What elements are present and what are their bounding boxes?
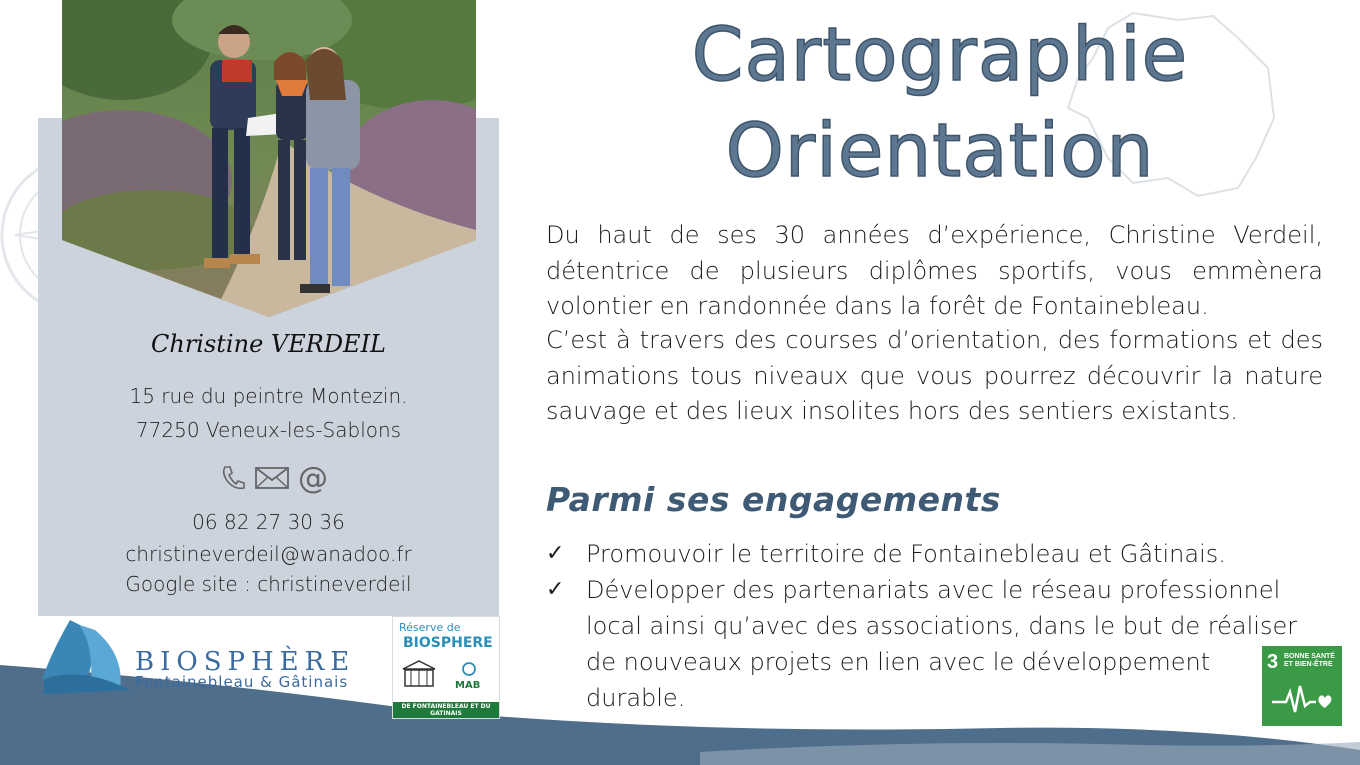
check-icon: ✓: [546, 541, 565, 566]
address-line-1: 15 rue du peintre Montezin.: [129, 384, 408, 408]
description-paragraph-2: C’est à travers des courses d’orientation, des formations et des animations tous niveaux que vous pourrez découvrir la nature sauvage et des lieux insolites hors des sentiers existants.: [546, 326, 1323, 425]
at-icon: [296, 461, 330, 495]
sdg-label: BONNE SANTÉ ET BIEN-ÊTRE: [1284, 653, 1335, 668]
contact-name: Christine VERDEIL: [151, 330, 386, 358]
mab-footer-bar: [393, 702, 499, 718]
hikers-photo: [62, 0, 476, 317]
mab-reserve-text: Réserve de: [399, 621, 461, 634]
mab-emblem-icon: [451, 661, 487, 691]
biosphere-logo-word: BIOSPHÈRE: [135, 647, 356, 677]
svg-text:@: @: [298, 461, 328, 495]
phone-number: 06 82 27 30 36: [192, 510, 345, 534]
phone-icon: [218, 463, 248, 493]
description-paragraph-1: Du haut de ses 30 années d’expérience, Christine Verdeil, détentrice de plusieurs diplômes sportifs, vous emmènera volontier en randonnée dans la forêt de Fontainebleau.: [546, 221, 1323, 320]
address-line-2: 77250 Veneux-les-Sablons: [135, 418, 402, 442]
envelope-icon: [254, 464, 290, 492]
mab-footer-text: DE FONTAINEBLEAU ET DU GATINAIS: [401, 703, 491, 717]
heartbeat-icon: [1272, 682, 1334, 718]
title-line-1: Cartographie: [691, 12, 1189, 98]
email-address: christineverdeil@wanadoo.fr: [125, 542, 412, 566]
title-line-2: Orientation: [725, 108, 1155, 194]
engagement-item: [546, 536, 1316, 572]
check-icon: ✓: [546, 577, 565, 602]
sdg-number: 3: [1267, 651, 1279, 673]
sdg-3-badge: [1262, 646, 1342, 726]
engagement-text: Promouvoir le territoire de Fontainebleau et Gâtinais.: [586, 540, 1226, 568]
engagement-text: Développer des partenariats avec le réseau professionnel local ainsi qu’avec des associations, dans le but de réaliser de nouveaux projets en lien avec le développement durable.: [586, 576, 1298, 712]
mab-reserve-logo: [392, 616, 500, 719]
biosphere-logo-subtitle: Fontainebleau & Gâtinais: [135, 673, 349, 691]
mab-mark: MAB: [455, 680, 481, 691]
mab-biosphere-text: BIOSPHERE: [403, 635, 493, 651]
google-site: Google site : christineverdeil: [125, 572, 412, 596]
contact-icons: [218, 460, 330, 496]
unesco-temple-icon: [401, 659, 437, 689]
engagements-heading: Parmi ses engagements: [546, 480, 1001, 519]
